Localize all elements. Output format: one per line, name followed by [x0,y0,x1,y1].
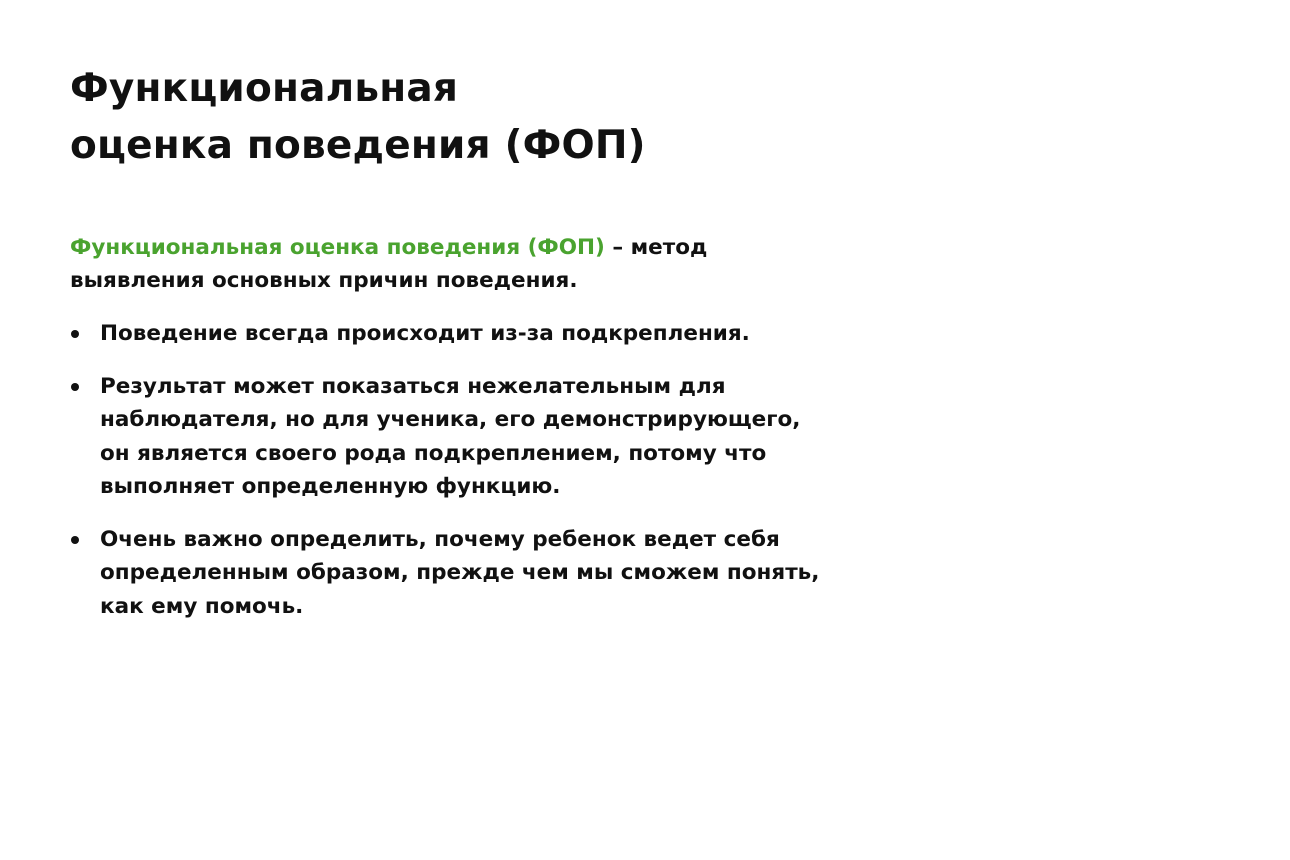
list-item-text: Результат может показаться нежелательным для наблюдателя, но для ученика, его демонстрирующего, он является своего рода подкреплением, потому что выполняет определенную функцию. [100,373,801,499]
definition-text: – метод выявления основных причин поведения. [70,235,708,293]
title-line-2: оценка поведения (ФОП) [70,123,646,168]
bullet-dot-icon [71,383,79,391]
page-title [70,60,830,174]
list-item [70,370,830,504]
list-item-text: Поведение всегда происходит из-за подкрепления. [100,321,750,346]
definition-paragraph [70,231,830,297]
list-item [70,523,830,624]
slide-content [70,60,830,642]
list-item [70,317,830,351]
definition-term: Функциональная оценка поведения (ФОП) [70,235,605,260]
bullet-dot-icon [71,536,79,544]
list-item-text: Очень важно определить, почему ребенок ведет себя определенным образом, прежде чем мы сможем понять, как ему помочь. [100,526,820,619]
bullet-dot-icon [71,330,79,338]
title-line-1: Функциональная [70,66,459,111]
bullet-list [70,317,830,623]
